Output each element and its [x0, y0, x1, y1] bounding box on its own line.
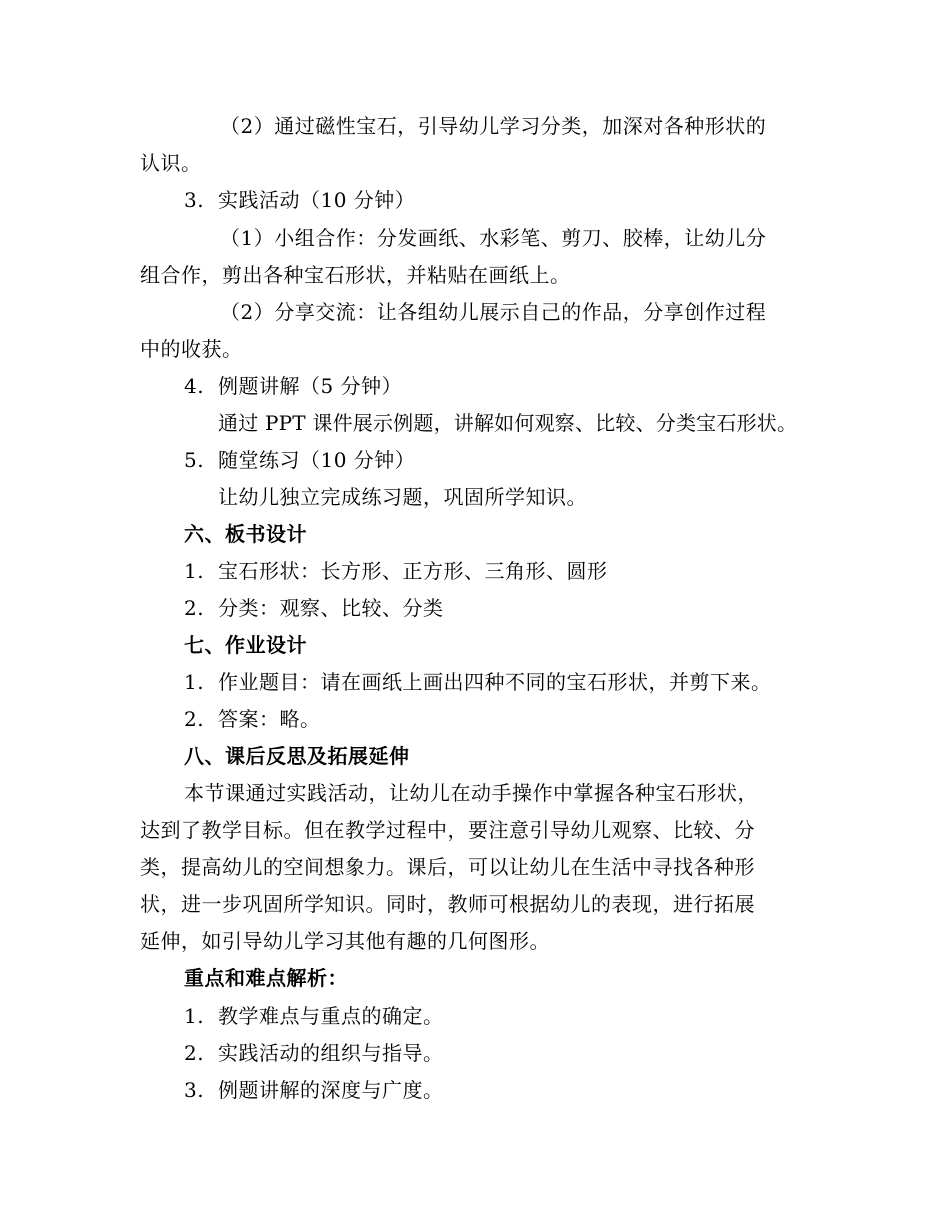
list-item-text: 分类：观察、比较、分类 — [218, 596, 444, 620]
list-item — [184, 705, 321, 733]
paragraph-line: 通过 PPT 课件展示例题，讲解如何观察、比较、分类宝石形状。 — [218, 411, 798, 435]
list-item — [184, 594, 444, 622]
list-item-number: 2. — [184, 1041, 205, 1065]
list-item-number: 3. — [184, 1078, 205, 1102]
list-item-text: 实践活动的组织与指导。 — [218, 1041, 444, 1065]
list-item-number: 2. — [184, 707, 205, 731]
list-item — [184, 446, 415, 474]
paragraph-line: 类，提高幼儿的空间想象力。课后，可以让幼儿在生活中寻找各种形 — [140, 855, 755, 879]
list-item-text: 宝石形状：长方形、正方形、三角形、圆形 — [218, 559, 608, 583]
list-item-number: 5. — [184, 448, 205, 472]
paragraph-line: 让幼儿独立完成练习题，巩固所学知识。 — [218, 485, 587, 509]
list-item — [184, 557, 608, 585]
list-item-text: 教学难点与重点的确定。 — [218, 1004, 444, 1028]
paragraph-line: 状，进一步巩固所学知识。同时，教师可根据幼儿的表现，进行拓展 — [140, 892, 755, 916]
list-item — [184, 1076, 444, 1104]
list-item — [184, 668, 772, 696]
section-heading: 八、课后反思及拓展延伸 — [184, 744, 410, 768]
paragraph-line: （2）通过磁性宝石，引导幼儿学习分类，加深对各种形状的 — [220, 114, 767, 138]
list-item — [184, 1039, 444, 1067]
section-heading: 六、板书设计 — [184, 522, 307, 546]
list-item-text: 作业题目：请在画纸上画出四种不同的宝石形状，并剪下来。 — [218, 670, 772, 694]
list-item — [184, 186, 415, 214]
list-item-text: 例题讲解（5 分钟） — [218, 374, 403, 398]
paragraph-line: （1）小组合作：分发画纸、水彩笔、剪刀、胶棒，让幼儿分 — [220, 226, 767, 250]
paragraph-line: 中的收获。 — [140, 337, 243, 361]
paragraph-line: 组合作，剪出各种宝石形状，并粘贴在画纸上。 — [140, 263, 571, 287]
list-item-number: 2. — [184, 596, 205, 620]
list-item-text: 例题讲解的深度与广度。 — [218, 1078, 444, 1102]
list-item-text: 随堂练习（10 分钟） — [218, 448, 416, 472]
section-heading: 重点和难点解析： — [184, 966, 348, 990]
paragraph-line: 达到了教学目标。但在教学过程中，要注意引导幼儿观察、比较、分 — [140, 818, 755, 842]
paragraph-line: 本节课通过实践活动，让幼儿在动手操作中掌握各种宝石形状， — [184, 781, 758, 805]
paragraph-line: （2）分享交流：让各组幼儿展示自己的作品，分享创作过程 — [220, 300, 767, 324]
list-item-text: 实践活动（10 分钟） — [218, 188, 416, 212]
list-item-number: 1. — [184, 1004, 205, 1028]
list-item — [184, 372, 402, 400]
paragraph-line: 延伸，如引导幼儿学习其他有趣的几何图形。 — [140, 929, 550, 953]
list-item — [184, 1002, 444, 1030]
list-item-number: 4. — [184, 374, 205, 398]
paragraph-line: 认识。 — [140, 151, 202, 175]
list-item-number: 1. — [184, 670, 205, 694]
section-heading: 七、作业设计 — [184, 633, 307, 657]
list-item-number: 3. — [184, 188, 205, 212]
list-item-number: 1. — [184, 559, 205, 583]
list-item-text: 答案：略。 — [218, 707, 321, 731]
